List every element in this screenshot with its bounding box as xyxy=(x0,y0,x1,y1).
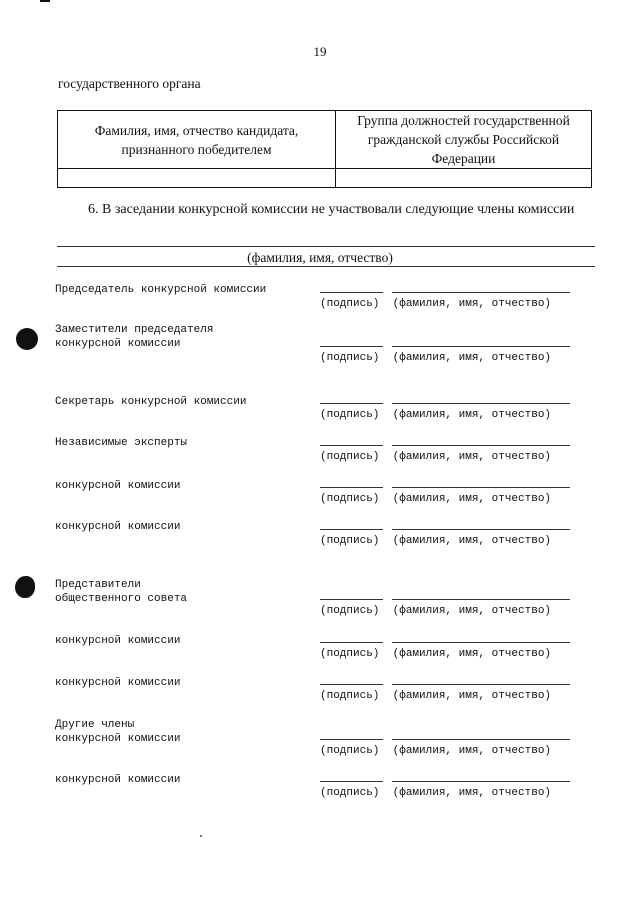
punch-hole-top xyxy=(16,328,38,350)
name-line xyxy=(392,292,570,293)
signature-block-other-2 xyxy=(320,781,572,800)
winners-table-empty-row xyxy=(58,169,592,188)
role-independent-experts: Независимые эксперты xyxy=(55,437,188,449)
name-line xyxy=(392,642,570,643)
signature-line xyxy=(320,487,383,488)
name-line xyxy=(392,684,570,685)
winners-table-header-row xyxy=(58,111,592,169)
signature-caption: (подпись) (фамилия, имя, отчество) xyxy=(320,605,552,617)
role-experts-continued-2: конкурсной комиссии xyxy=(55,521,181,533)
name-line xyxy=(392,403,570,404)
signature-block-expert-1 xyxy=(320,445,572,464)
signature-block-other-1 xyxy=(320,739,572,758)
winners-cell-fio xyxy=(58,169,336,188)
signature-caption: (подпись) (фамилия, имя, отчество) xyxy=(320,535,552,547)
signature-caption: (подпись) (фамилия, имя, отчество) xyxy=(320,493,552,505)
signature-block-deputy xyxy=(320,346,572,365)
name-line xyxy=(392,739,570,740)
scan-speck xyxy=(200,835,202,837)
role-deputy-chairmen: Заместители председателя конкурсной комиссии xyxy=(55,324,214,350)
winners-cell-group xyxy=(336,169,592,188)
role-public-council-continued-1: конкурсной комиссии xyxy=(55,635,181,647)
absent-member-line-1 xyxy=(57,246,595,247)
signature-block-expert-2 xyxy=(320,487,572,506)
role-public-council: Представители общественного совета xyxy=(55,579,188,605)
signature-line xyxy=(320,403,383,404)
signature-caption: (подпись) (фамилия, имя, отчество) xyxy=(320,451,552,463)
signature-line xyxy=(320,346,383,347)
winners-col-group-header: Группа должностей государственной гражданской службы Российской Федерации xyxy=(336,111,592,169)
signature-line xyxy=(320,684,383,685)
signature-block-public-3 xyxy=(320,684,572,703)
name-line xyxy=(392,346,570,347)
name-line xyxy=(392,781,570,782)
signature-line xyxy=(320,529,383,530)
signature-caption: (подпись) (фамилия, имя, отчество) xyxy=(320,648,552,660)
signature-caption: (подпись) (фамилия, имя, отчество) xyxy=(320,690,552,702)
signature-line xyxy=(320,642,383,643)
signature-caption: (подпись) (фамилия, имя, отчество) xyxy=(320,409,552,421)
signature-block-public-1 xyxy=(320,599,572,618)
role-other-members-continued: конкурсной комиссии xyxy=(55,774,181,786)
name-line xyxy=(392,445,570,446)
signature-block-secretary xyxy=(320,403,572,422)
signature-line xyxy=(320,739,383,740)
signature-caption: (подпись) (фамилия, имя, отчество) xyxy=(320,787,552,799)
name-line xyxy=(392,599,570,600)
signature-caption: (подпись) (фамилия, имя, отчество) xyxy=(320,352,552,364)
absent-member-line-2 xyxy=(57,266,595,267)
role-secretary: Секретарь конкурсной комиссии xyxy=(55,396,247,408)
name-line xyxy=(392,487,570,488)
role-experts-continued-1: конкурсной комиссии xyxy=(55,480,181,492)
section-6-text: 6. В заседании конкурсной комиссии не участвовали следующие члены комиссии xyxy=(88,202,575,217)
punch-hole-bottom xyxy=(15,576,35,598)
winners-col-fio-header: Фамилия, имя, отчество кандидата, признанного победителем xyxy=(58,111,336,169)
name-line xyxy=(392,529,570,530)
scan-mark xyxy=(40,0,50,2)
signature-block-public-2 xyxy=(320,642,572,661)
signature-line xyxy=(320,292,383,293)
role-chairman: Председатель конкурсной комиссии xyxy=(55,284,267,296)
signature-block-expert-3 xyxy=(320,529,572,548)
role-public-council-continued-2: конкурсной комиссии xyxy=(55,677,181,689)
signature-line xyxy=(320,599,383,600)
page-number: 19 xyxy=(313,44,327,59)
signature-block-chairman xyxy=(320,292,572,311)
signature-caption: (подпись) (фамилия, имя, отчество) xyxy=(320,298,552,310)
winners-table xyxy=(57,110,592,188)
role-other-members: Другие члены конкурсной комиссии xyxy=(55,719,181,745)
signature-caption: (подпись) (фамилия, имя, отчество) xyxy=(320,745,552,757)
signature-line xyxy=(320,445,383,446)
signature-line xyxy=(320,781,383,782)
lead-text: государственного органа xyxy=(58,76,201,91)
absent-fio-caption: (фамилия, имя, отчество) xyxy=(247,250,393,265)
